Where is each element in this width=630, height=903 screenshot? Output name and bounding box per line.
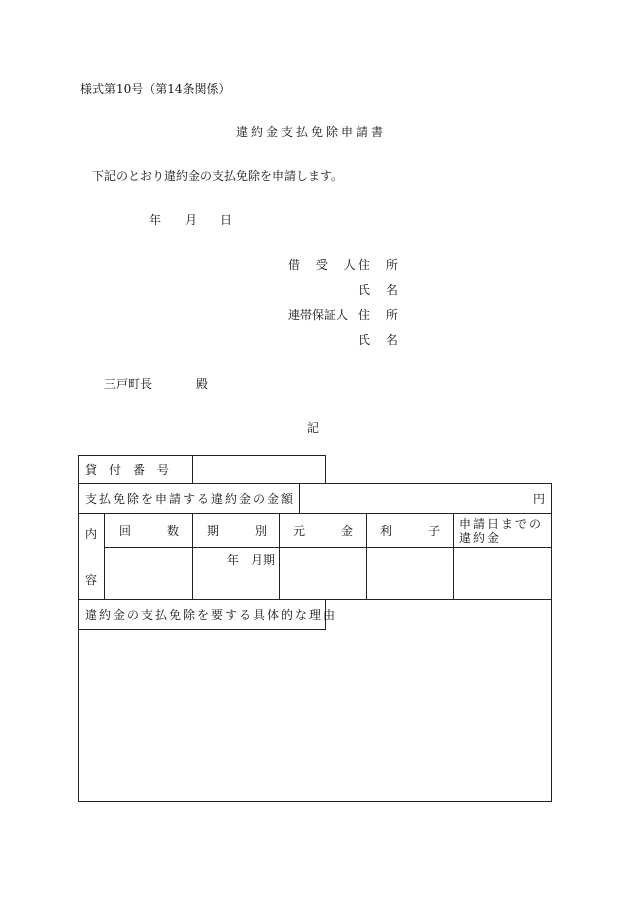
guarantor-name-label: 氏 名 bbox=[358, 333, 404, 347]
interest-input[interactable] bbox=[366, 547, 454, 600]
principal-input[interactable] bbox=[279, 547, 367, 600]
period-input[interactable] bbox=[192, 547, 280, 600]
date-day: 日 bbox=[220, 213, 233, 227]
borrower-label: 借 受 人 bbox=[288, 258, 362, 272]
col-principal-label: 元 金 bbox=[293, 524, 354, 538]
content-label-cell bbox=[78, 513, 105, 600]
col-principal-header bbox=[279, 513, 367, 548]
amount-label: 支払免除を申請する違約金の金額 bbox=[85, 492, 296, 506]
col-period-header bbox=[192, 513, 280, 548]
col-count-header bbox=[104, 513, 193, 548]
loan-number-label: 貸 付 番 号 bbox=[85, 463, 170, 477]
form-number: 様式第10号（第14条関係） bbox=[80, 82, 231, 96]
ki-label: 記 bbox=[307, 421, 320, 435]
col-period-label: 期 別 bbox=[207, 524, 268, 538]
reason-label-cell bbox=[78, 599, 338, 630]
col-penalty-label-line2: 違約金 bbox=[459, 531, 502, 545]
borrower-address-label: 住 所 bbox=[358, 258, 404, 272]
amount-input[interactable] bbox=[299, 483, 552, 514]
borrower-name-label: 氏 名 bbox=[358, 283, 404, 297]
amount-label-cell bbox=[78, 483, 300, 514]
col-penalty-header bbox=[453, 513, 552, 548]
date-year: 年 bbox=[149, 213, 162, 227]
loan-number-input[interactable] bbox=[192, 455, 326, 484]
content-label-top: 内 bbox=[85, 527, 98, 541]
penalty-input[interactable] bbox=[453, 547, 552, 600]
col-interest-label: 利 子 bbox=[380, 524, 441, 538]
count-input[interactable] bbox=[104, 547, 193, 600]
col-penalty-label-line1: 申請日までの bbox=[459, 517, 544, 531]
date-month: 月 bbox=[185, 213, 198, 227]
loan-number-label-cell bbox=[78, 455, 193, 484]
reason-label: 違約金の支払免除を要する具体的な理由 bbox=[85, 608, 338, 622]
guarantor-label: 連帯保証人 bbox=[288, 308, 349, 322]
col-count-label: 回 数 bbox=[119, 524, 180, 538]
yen-unit: 円 bbox=[532, 492, 545, 506]
addressee-honorific: 殿 bbox=[196, 377, 209, 391]
form-title: 違約金支払免除申請書 bbox=[236, 125, 387, 139]
guarantor-address-label: 住 所 bbox=[358, 308, 404, 322]
content-label-bottom: 容 bbox=[85, 573, 98, 587]
period-value: 年 月期 bbox=[227, 553, 276, 567]
intro-text: 下記のとおり違約金の支払免除を申請します。 bbox=[92, 169, 344, 183]
addressee-mayor: 三戸町長 bbox=[104, 377, 153, 391]
col-interest-header bbox=[366, 513, 454, 548]
